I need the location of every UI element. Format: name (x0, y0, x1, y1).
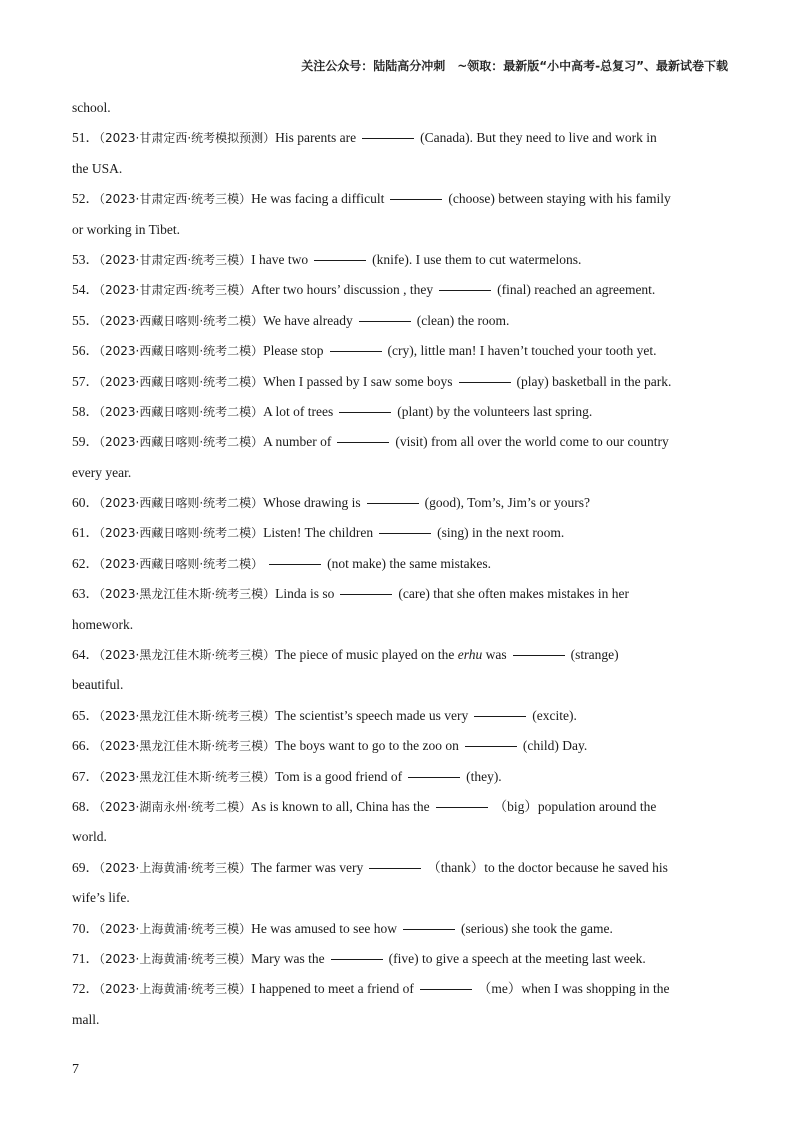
question-number: 60． (72, 495, 99, 511)
question-text: His parents are (275, 130, 357, 146)
question-hint: (they). (466, 768, 502, 784)
question-source: （2023·黑龙江佳木斯·统考三模） (99, 739, 276, 754)
question-source: （2023·甘肃定西·统考三模） (99, 283, 252, 298)
question-number: 55． (72, 312, 99, 328)
question-source: （2023·上海黄浦·统考三模） (99, 951, 252, 966)
question-text: He was amused to see how (251, 920, 398, 936)
answer-blank[interactable] (367, 503, 419, 504)
question-source: （2023·上海黄浦·统考三模） (99, 921, 252, 936)
question-number: 68． (72, 798, 99, 814)
question-source: （2023·西藏日喀则·统考二模） (99, 374, 264, 389)
question-hint: （thank）to the doctor because he saved his (427, 859, 668, 875)
page-number: 7 (72, 1062, 79, 1077)
continuation-text: homework. (72, 616, 134, 632)
question-continuation (72, 822, 728, 852)
answer-blank[interactable] (337, 442, 389, 443)
question-number: 57． (72, 373, 99, 389)
answer-blank[interactable] (269, 564, 321, 565)
answer-blank[interactable] (465, 746, 517, 747)
answer-blank[interactable] (439, 290, 491, 291)
question-source: （2023·上海黄浦·统考三模） (99, 982, 252, 997)
question-item (72, 184, 728, 214)
answer-blank[interactable] (403, 929, 455, 930)
question-text: The piece of music played on the (275, 647, 455, 663)
question-number: 69． (72, 859, 99, 875)
answer-blank[interactable] (330, 351, 382, 352)
question-item (72, 367, 728, 397)
continuation-text: every year. (72, 464, 132, 480)
question-hint: (not make) the same mistakes. (327, 555, 491, 571)
question-item (72, 944, 728, 974)
question-item (72, 397, 728, 427)
question-text: A lot of trees (263, 403, 334, 419)
question-hint: (plant) by the volunteers last spring. (397, 403, 593, 419)
question-emphasis: erhu (457, 647, 483, 663)
question-text: Whose drawing is (263, 495, 361, 511)
question-text: Please stop (263, 343, 324, 359)
question-number: 62． (72, 555, 99, 571)
question-number: 71． (72, 950, 99, 966)
question-item (72, 306, 728, 336)
question-hint: (Canada). But they need to live and work in (420, 130, 657, 146)
answer-blank[interactable] (339, 412, 391, 413)
question-continuation (72, 458, 728, 488)
question-source: （2023·黑龙江佳木斯·统考三模） (99, 648, 276, 663)
continuation-text: world. (72, 829, 107, 845)
question-hint: (visit) from all over the world come to our country (395, 434, 669, 450)
question-number: 54． (72, 282, 99, 298)
answer-blank[interactable] (340, 594, 392, 595)
question-hint: (clean) the room. (416, 312, 510, 328)
question-text: As is known to all, China has the (251, 798, 430, 814)
question-list (72, 93, 728, 1035)
question-number: 58． (72, 403, 99, 419)
question-item (72, 914, 728, 944)
question-number: 53． (72, 251, 99, 267)
question-item (72, 640, 728, 670)
question-item (72, 275, 728, 305)
question-number: 64． (72, 647, 99, 663)
question-hint: (cry), little man! I haven’t touched your tooth yet. (387, 343, 657, 359)
question-hint: (strange) (570, 647, 619, 663)
question-item (72, 974, 728, 1004)
question-hint: (knife). I use them to cut watermelons. (372, 251, 582, 267)
question-source: （2023·西藏日喀则·统考二模） (99, 404, 264, 419)
continuation-text: beautiful. (72, 677, 124, 693)
question-text: The boys want to go to the zoo on (275, 738, 459, 754)
question-hint: (child) Day. (522, 738, 588, 754)
answer-blank[interactable] (331, 959, 383, 960)
question-number: 63． (72, 586, 99, 602)
question-item (72, 518, 728, 548)
question-continuation (72, 154, 728, 184)
question-item (72, 579, 728, 609)
question-text: I happened to meet a friend of (251, 981, 414, 997)
question-item (72, 123, 728, 153)
question-number: 70． (72, 920, 99, 936)
question-source: （2023·西藏日喀则·统考二模） (99, 556, 264, 571)
question-source: （2023·黑龙江佳木斯·统考三模） (99, 587, 276, 602)
question-item (72, 549, 728, 579)
answer-blank[interactable] (362, 138, 414, 139)
question-text: We have already (263, 312, 353, 328)
question-source: （2023·黑龙江佳木斯·统考三模） (99, 708, 276, 723)
question-item (72, 245, 728, 275)
question-item (72, 701, 728, 731)
question-continuation (72, 1005, 728, 1035)
question-hint: (sing) in the next room. (437, 525, 565, 541)
question-text: The scientist’s speech made us very (275, 707, 469, 723)
continuation-text: the USA. (72, 160, 123, 176)
question-text: When I passed by I saw some boys (263, 373, 453, 389)
question-item (72, 427, 728, 457)
question-continuation (72, 215, 728, 245)
question-hint: (choose) between staying with his family (448, 191, 671, 207)
question-source: （2023·西藏日喀则·统考二模） (99, 313, 264, 328)
question-source: （2023·西藏日喀则·统考二模） (99, 496, 264, 511)
question-item (72, 762, 728, 792)
continuation-text: school. (72, 100, 111, 115)
question-hint: （big）population around the (493, 798, 657, 814)
question-hint: (five) to give a speech at the meeting last week. (388, 950, 646, 966)
question-text: Mary was the (251, 950, 325, 966)
question-text: The farmer was very (251, 859, 364, 875)
answer-blank[interactable] (390, 199, 442, 200)
question-number: 56． (72, 343, 99, 359)
answer-blank[interactable] (513, 655, 565, 656)
question-number: 66． (72, 738, 99, 754)
question-item (72, 488, 728, 518)
answer-blank[interactable] (369, 868, 421, 869)
question-number: 65． (72, 707, 99, 723)
question-text: Listen! The children (263, 525, 374, 541)
answer-blank[interactable] (359, 321, 411, 322)
answer-blank[interactable] (420, 989, 472, 990)
question-number: 72． (72, 981, 99, 997)
question-number: 51． (72, 130, 99, 146)
question-source: （2023·湖南永州·统考二模） (99, 799, 252, 814)
question-text: was (485, 647, 507, 663)
question-source: （2023·上海黄浦·统考三模） (99, 860, 252, 875)
continuation-text: or working in Tibet. (72, 221, 181, 237)
question-hint: (excite). (532, 707, 577, 723)
question-hint: (play) basketball in the park. (516, 373, 672, 389)
question-text: Linda is so (275, 586, 335, 602)
question-number: 67． (72, 768, 99, 784)
answer-blank[interactable] (379, 533, 431, 534)
answer-blank[interactable] (314, 260, 366, 261)
question-hint: (final) reached an agreement. (497, 282, 656, 298)
question-hint: (good), Tom’s, Jim’s or yours? (424, 495, 590, 511)
question-text: A number of (263, 434, 332, 450)
question-text: He was facing a difficult (251, 191, 385, 207)
question-source: （2023·甘肃定西·统考三模） (99, 252, 252, 267)
question-hint: （me）when I was shopping in the (477, 981, 670, 997)
answer-blank[interactable] (474, 716, 526, 717)
question-source: （2023·甘肃定西·统考模拟预测） (99, 131, 276, 146)
question-item (72, 731, 728, 761)
question-continuation (72, 883, 728, 913)
question-number: 52． (72, 191, 99, 207)
continuation-text: mall. (72, 1011, 100, 1027)
page-header: 关注公众号：陆陆高分冲刺 ~领取：最新版“小中高考-总复习”、最新试卷下载 (301, 59, 728, 73)
question-source: （2023·甘肃定西·统考三模） (99, 192, 252, 207)
question-text: I have two (251, 251, 309, 267)
question-continuation (72, 670, 728, 700)
question-item (72, 853, 728, 883)
answer-blank[interactable] (459, 382, 511, 383)
question-item (72, 336, 728, 366)
answer-blank[interactable] (436, 807, 488, 808)
question-source: （2023·西藏日喀则·统考二模） (99, 344, 264, 359)
question-text: Tom is a good friend of (275, 768, 403, 784)
question-text: After two hours’ discussion , they (251, 282, 434, 298)
question-hint: (serious) she took the game. (461, 920, 613, 936)
question-continuation (72, 610, 728, 640)
question-item (72, 792, 728, 822)
question-hint: (care) that she often makes mistakes in her (398, 586, 629, 602)
question-source: （2023·西藏日喀则·统考二模） (99, 435, 264, 450)
question-source: （2023·黑龙江佳木斯·统考三模） (99, 769, 276, 784)
question-number: 61． (72, 525, 99, 541)
continuation-text: wife’s life. (72, 890, 130, 906)
question-source: （2023·西藏日喀则·统考二模） (99, 526, 264, 541)
question-continuation (72, 93, 728, 123)
question-number: 59． (72, 434, 99, 450)
answer-blank[interactable] (408, 777, 460, 778)
